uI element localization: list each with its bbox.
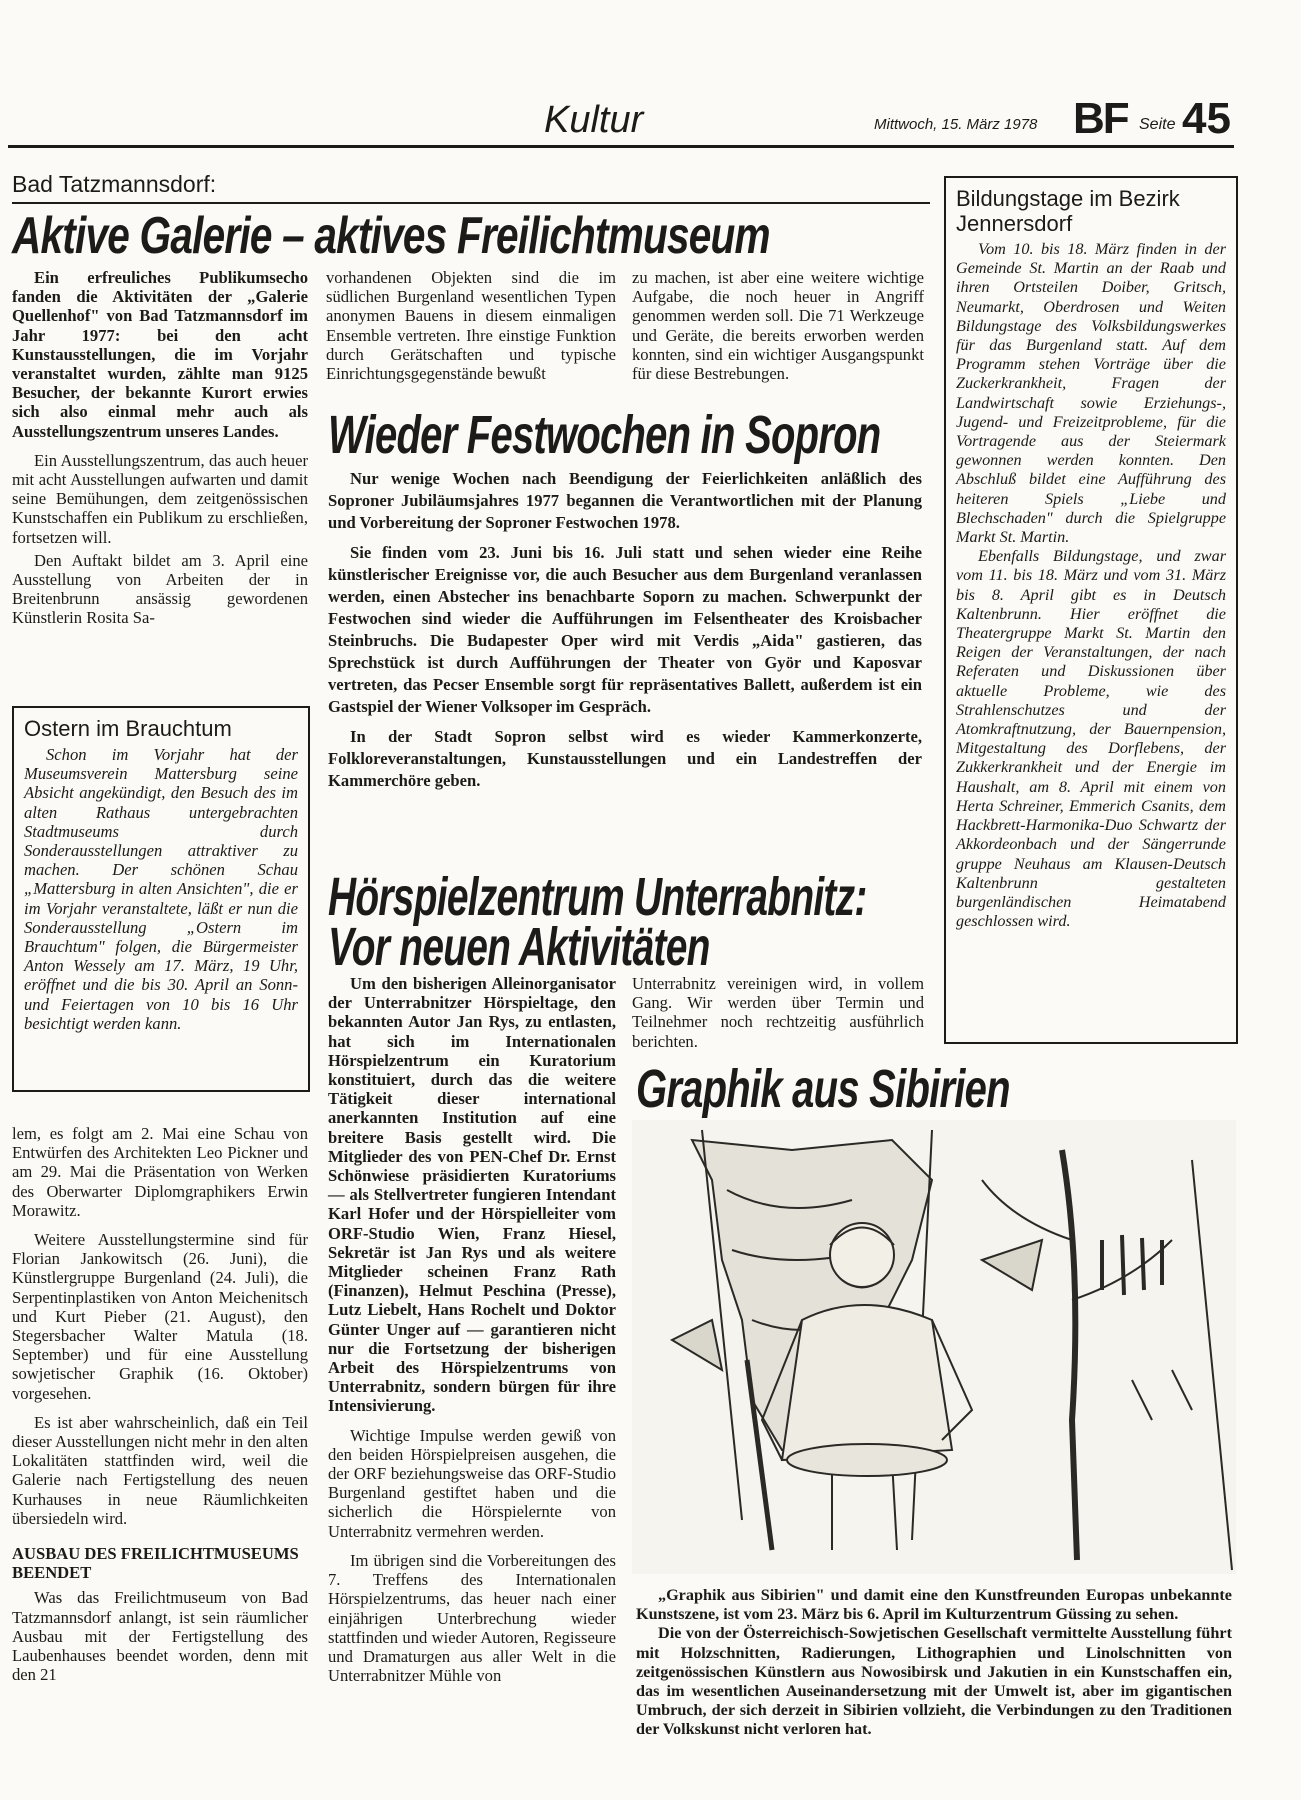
section-title: Kultur [544,99,644,141]
radio-paragraph-1: Um den bisherigen Alleinorganisator der Unterrabnitzer Hörspieltage, den bekannten Autor Jan Rys, zu entlasten, hat sich im Internationalen Hörspielzentrum ein Kuratorium konstituiert, durch das die weitere Tätigkeit dieser international anerkannten Institution auf eine breitere Basis gestellt wird. Die Mitglieder des von PEN-Chef Dr. Ernst Schönwiese präsidierten Kuratoriums — als Stellvertreter fungieren Intendant Karl Hofer und der Hörspielleiter vom ORF-Studio Wien, Franz Hiesel, Sekretär ist Jan Rys und als weitere Mitglieder scheinen Franz Rath (Finanzen), Helmut Peschina (Presse), Lutz Liebelt, Hans Rochelt und Doktor Günter Unger auf — garantieren nicht nur die Fortsetzung der bisherigen Arbeit des Hörspielzentrums von Unterrabnitz, sondern bürgen für ihre Intensivierung. [328,974,616,1416]
header-rule [8,145,1234,148]
lead-col3-text: zu machen, ist aber eine weitere wichtige Aufgabe, die noch heuer in Angriff genommen werden soll. Die 71 Werkzeuge und Geräte, die bereits erworben werden konnten, sind ein wichtiger Ausgangspunkt für diese Bestrebungen. [632,268,924,384]
education-box-text: Vom 10. bis 18. März finden in der Gemeinde St. Martin an der Raab und ihren Ortsteilen Doiber, Gritsch, Neumarkt, Oberdrosen und Weiten Bildungstage des Volksbildungswerkes für das Burgenland statt. Auf dem Programm stehen Vorträge über die Zuckerkrankheit, Fragen der Landwirtschaft sowie Erziehungs-, Jugend- und Freizeitprobleme, für die Vortragende aus der Steiermark gewonnen werden konnten. Den Abschluß bildet eine Aufführung des heiteren Spiels „Liebe und Blechschaden" durch die Spielgruppe Markt St. Martin. [956,240,1226,547]
lead-intro-paragraph: Ein erfreuliches Publikumsecho fanden die Aktivitäten der „Galerie Quellenhof" von Bad Tatzmannsdorf im Jahr 1977: bei den acht Kunstausstellungen, die im Vorjahr veranstaltet wurden, zählte man 9125 Besucher, der bekannte Kurort erwies sich also einmal mehr auch als Ausstellungszentrum unseres Landes. [12,268,308,441]
lead-paragraph-4: lem, es folgt am 2. Mai eine Schau von Entwürfen des Architekten Leo Pickner und am 29. Mai die Präsentation von Werken des Oberwarter Diplomgraphikers Erwin Morawitz. [12,1124,308,1220]
siberia-caption [636,1586,1232,1740]
siberian-hunter-drawing [632,1120,1236,1574]
radio-headline-line-1: Hörspielzentrum Unterrabnitz: [328,867,867,927]
lead-paragraph-3: Den Auftakt bildet am 3. April eine Ausstellung von Arbeiten der in Breitenbrunn ansässig gewordenen Künstlerin Rosita Sa- [12,550,308,628]
lead-paragraph-6: Es ist aber wahrscheinlich, daß ein Teil dieser Ausstellungen nicht mehr in den alten Lokalitäten stattfinden wird, weil die Galerie nach Fertigstellung des neuen Kurhauses in neue Räumlichkeiten übersiedeln wird. [12,1412,308,1528]
easter-box-title: Ostern im Brauchtum [24,716,232,741]
sopron-paragraph-2: Sie finden vom 23. Juni bis 16. Juli statt und sehen wieder eine Reihe künstlerischer Ereignisse vor, die auch Besucher aus dem Burgenland veranlassen werden, einen Abstecher ins benachbarte Soporn zu machen. Schwerpunkt der Festwochen sind wieder die Aufführungen im Felsentheater des Kroisbacher Steinbruchs. Die Budapester Oper wird mit Verdis „Aida" gastieren, das Sprechstück ist durch Aufführungen der Theater von Györ und Kaposvar vertreten, das Pecser Ensemble sorgt für repräsentatives Ballett, außerdem ist ein Gastspiel der Wiener Volksoper im Gespräch. [328,543,922,716]
page-label: Seite [1139,116,1176,133]
page-header [8,96,1236,148]
page-number: 45 [1182,94,1231,143]
lead-column-1-bottom [12,1124,308,1684]
lead-column-3 [632,268,924,383]
education-box [944,176,1238,1044]
sopron-headline: Wieder Festwochen in Sopron [328,405,881,465]
easter-box-text: Schon im Vorjahr hat der Museumsverein Mattersburg seine Absicht angekündigt, den Besuch des im alten Rathaus untergebrachten Stadtmuseums durch Sonderausstellungen attraktiver zu machen. Der schönen Schau „Mattersburg in alten Ansichten", die er im Vorjahr veranstaltete, läßt er nun die Sonderausstellung „Ostern im Brauchtum" folgen, die Bürgermeister Anton Wessely am 17. März, 19 Uhr, eröffnet und die bis 30. April an Sonn- und Feiertagen von 10 bis 16 Uhr besichtigt werden kann. [24,745,298,1033]
lead-paragraph-5: Weitere Ausstellungstermine sind für Florian Jankowitsch (26. Juni), die Künstlergruppe Burgenland (24. Juli), die Serpentinplastiken von Anton Meichenitsch und Kurt Pieber (21. August), den Stegersbacher Walter Matula (18. September) und für eine Ausstellung sowjetischer Graphik (16. Oktober) vorgesehen. [12,1230,308,1403]
lead-kicker: Bad Tatzmannsdorf: [12,171,217,197]
radio-col2-text: Unterrabnitz vereinigen wird, in vollem Gang. Wir werden über Termin und Teilnehmer noch rechtzeitig ausführlich berichten. [632,974,924,1051]
lead-paragraph-7: Was das Freilichtmuseum von Bad Tatzmannsdorf anlangt, ist sein räumlicher Ausbau mit der Fertigstellung des Laubenhauses beendet worden, denn mit den 21 [12,1588,308,1685]
education-box-text-2: Ebenfalls Bildungstage, und zwar vom 11. bis 18. März und vom 31. März bis 8. April gibt es in Deutsch Kaltenbrunn. Hier eröffnet die Theatergruppe Markt St. Martin den Reigen der Veranstaltungen, der nach Referaten und Diskussionen über aktuelle Probleme, wie des Strahlenschutzes und der Atomkraftnutzung, der Bauernpension, Mitgestaltung des Dorflebens, der Zukkerkrankheit und der Energie im Haushalt, am 8. April mit einem von Herta Schreiner, Emmerich Csanits, dem Hackbrett-Harmonika-Duo Schwartz der Akkordeonbach und der Sängerrunde gruppe Neuhaus am Klausen-Deutsch Kaltenbrunn gestalteten burgenländischen Heimatabend geschlossen wird. [956,547,1226,931]
radio-paragraph-3: Im übrigen sind die Vorbereitungen des 7. Treffens des Internationalen Hörspielzentrums, das heuer nach einer einjährigen Unterbrechung wieder stattfinden und wieder Autoren, Regisseure und Dramaturgen aus aller Welt in die Unterrabnitzer Mühle von [328,1550,616,1686]
newspaper-logo: BF [1073,94,1128,143]
lead-paragraph-2: Ein Ausstellungszentrum, das auch heuer mit acht Ausstellungen aufwarten und damit seine Bemühungen, dem zeitgenössischen Kunstschaffen ein Publikum zu erschließen, fortsetzen will. [12,450,308,547]
kicker-rule [12,202,930,204]
lead-col2-text: vorhandenen Objekten sind die im südlichen Burgenland wesentlichen Typen anonymen Bauens in diesem einmaligen Ensemble vertreten. Ihre einstige Funktion durch Gerätschaften und typische Einrichtungsgegenstände bewußt [326,268,616,384]
lead-subhead: AUSBAU DES FREILICHTMUSEUMS BEENDET [12,1544,299,1583]
sopron-paragraph-3: In der Stadt Sopron selbst wird es wieder Kammerkonzerte, Folkloreveranstaltungen, Kunstausstellungen und ein Landestreffen der Kammerchöre geben. [328,727,922,790]
radio-column-2 [632,974,924,1051]
siberia-caption-paragraph-2: Die von der Österreichisch-Sowjetischen Gesellschaft vermittelte Ausstellung führt mit Holzschnitten, Radierungen, Lithographien und Linolschnitten von zeitgenössischen Künstlern aus Nowosibirsk und Jakutien in ein Kunstschaffen ein, das im wesentlichen Auseinandersetzung mit der Umwelt ist, aber im gigantischen Umbruch, der sich derzeit in Sibirien vollzieht, die Verbindungen zu den Traditionen der Volkskunst nicht verloren hat. [636,1624,1232,1739]
siberia-caption-paragraph-1: „Graphik aus Sibirien" und damit eine den Kunstfreunden Europas unbekannte Kunstszene, ist vom 23. März bis 6. April im Kulturzentrum Güssing zu sehen. [636,1586,1232,1624]
sopron-paragraph-1: Nur wenige Wochen nach Beendigung der Feierlichkeiten anläßlich des Soproner Jubiläumsjahres 1977 begannen die Verantwortlichen mit der Planung und Vorbereitung der Soproner Festwochen 1978. [328,469,922,532]
siberia-headline: Graphik aus Sibirien [636,1059,1010,1119]
lead-headline: Aktive Galerie – aktives Freilichtmuseum [12,207,770,265]
radio-paragraph-2: Wichtige Impulse werden gewiß von den beiden Hörspielpreisen ausgehen, die der ORF beziehungsweise das ORF-Studio Burgenland gestiftet haben und die sicherlich die Hörspielernte von Unterrabnitz vermehren werden. [328,1425,616,1541]
sopron-body [328,468,922,792]
education-box-title: Bildungstage im Bezirk Jennersdorf [956,186,1180,236]
lead-column-1-top [12,268,308,628]
issue-date: Mittwoch, 15. März 1978 [874,116,1038,133]
easter-box [12,706,310,1092]
siberian-graphic-illustration [632,1120,1236,1574]
lead-column-2 [326,268,616,383]
radio-headline-line-2: Vor neuen Aktivitäten [328,917,710,977]
radio-column-1 [328,974,616,1685]
